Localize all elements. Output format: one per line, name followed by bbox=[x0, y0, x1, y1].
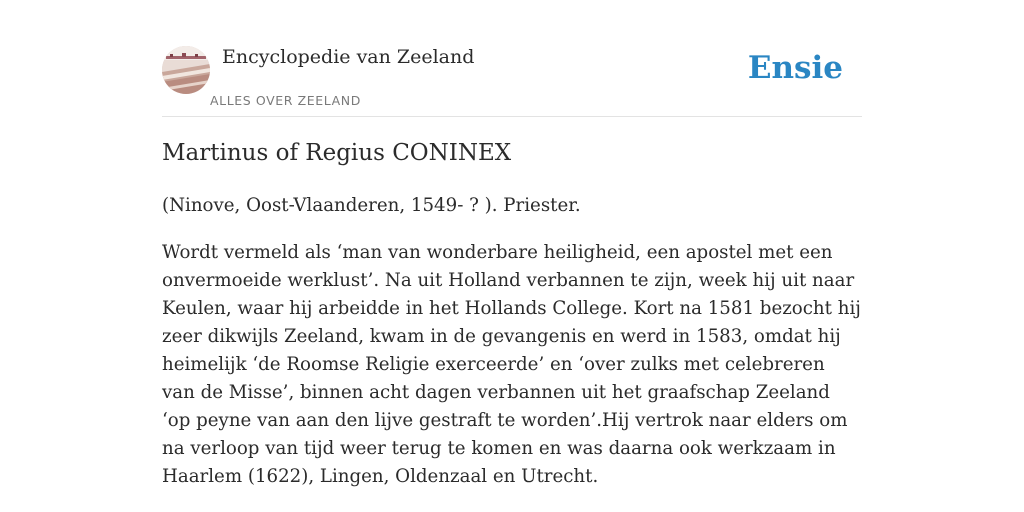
article-body: Wordt vermeld als ‘man van wonderbare heiligheid, een apostel met een onvermoeide werklust’. Na uit Holland verbannen te zijn, week hij uit naar Keulen, waar hij arbeidde in het Hollands College. Kort na 1581 bezocht hij zeer dikwijls Zeeland, kwam in de gevangenis en werd in 1583, omdat hij heimelijk ‘de Roomse Religie exerceerde’ en ‘over zulks met celebreren van de Misse’, binnen acht dagen verbannen uit het graafschap Zeeland ‘op peyne van aan den lijve gestraft te worden’.Hij vertrok naar elders om na verloop van tijd weer terug te komen en was daarna ook werkzaam in Haarlem (1622), Lingen, Oldenzaal en Utrecht. bbox=[162, 242, 861, 487]
article-title: Martinus of Regius CONINEX bbox=[162, 140, 512, 166]
book-image-icon bbox=[162, 46, 210, 94]
site-avatar[interactable] bbox=[162, 46, 210, 94]
article-intro: (Ninove, Oost-Vlaanderen, 1549- ? ). Priester. bbox=[162, 195, 581, 216]
site-title[interactable]: Encyclopedie van Zeeland bbox=[222, 46, 475, 68]
brand-logo-link[interactable]: Ensie bbox=[747, 50, 843, 86]
site-subtitle: ALLES OVER ZEELAND bbox=[210, 93, 361, 108]
page bbox=[162, 0, 862, 512]
site-header bbox=[162, 0, 862, 117]
